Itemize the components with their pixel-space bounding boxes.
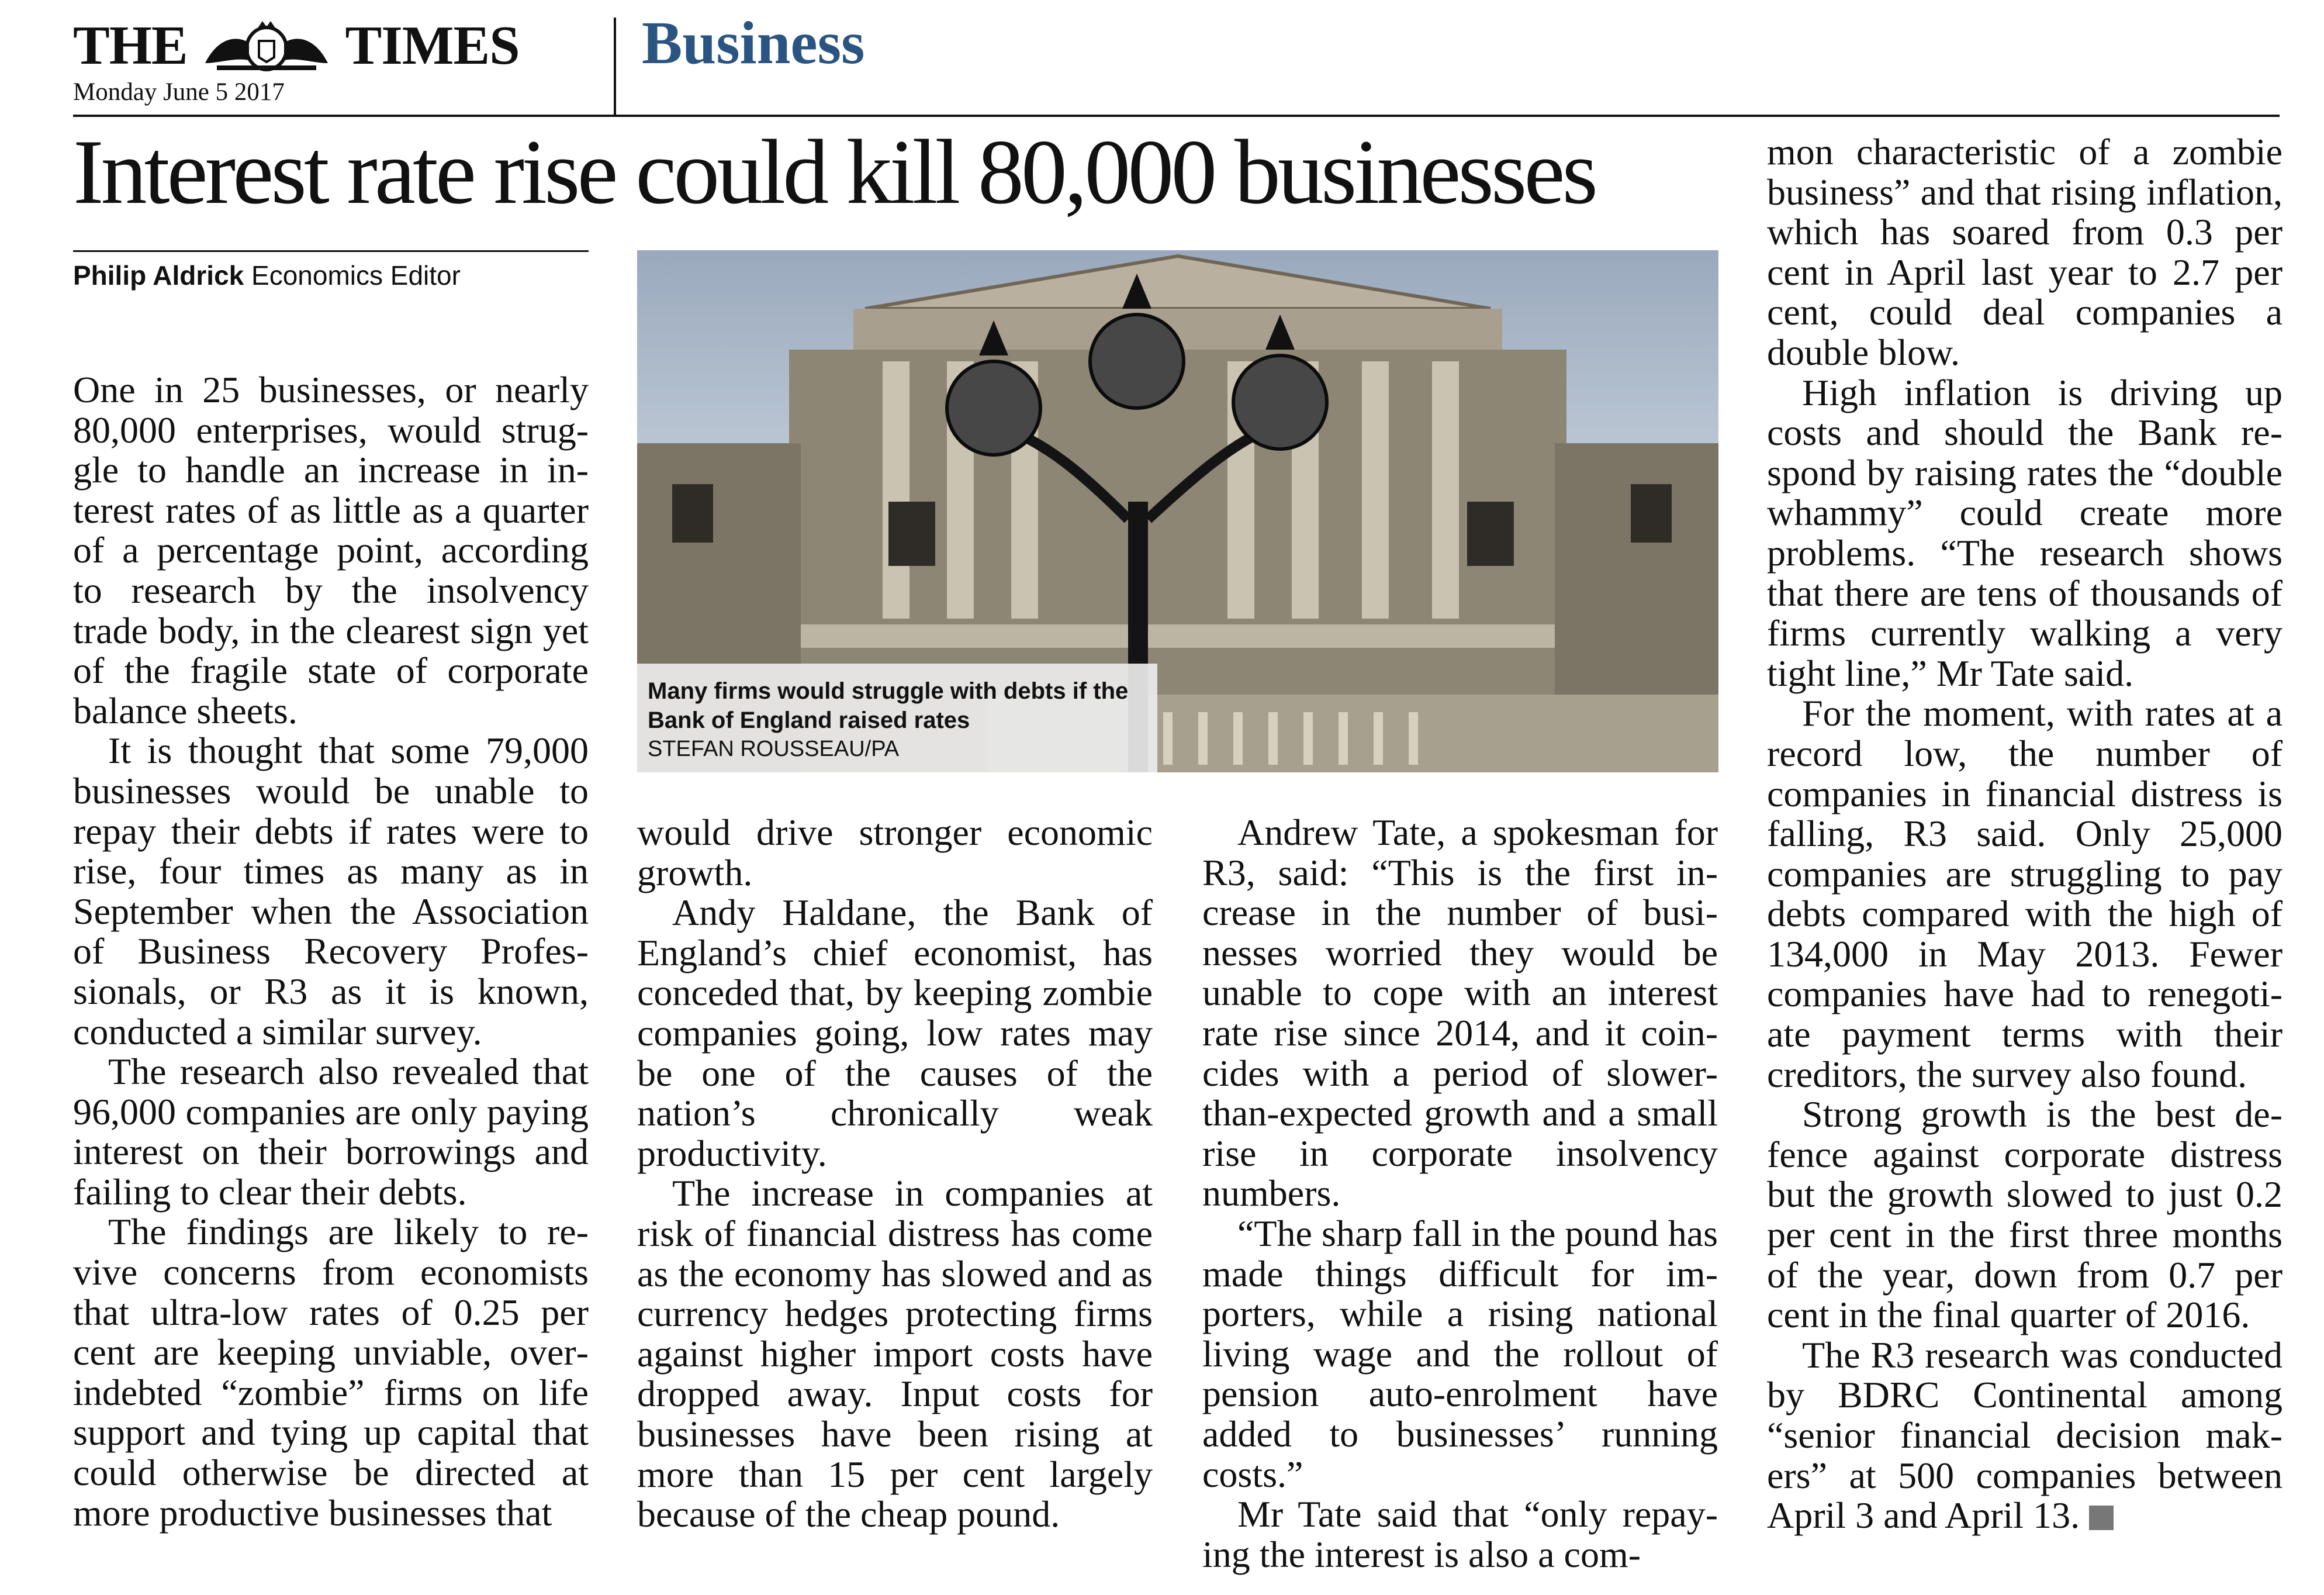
article-column-1 [73, 370, 589, 1533]
masthead-divider [614, 18, 616, 116]
royal-crest-icon [193, 16, 340, 75]
paragraph: For the moment, with rates at a record low, the number of companies in financial distress is falling, R3 said. Only 25,000 companies are struggling to pay debts compared with the high of 134,000 in May 2013. Fewer companies have had to renegotiate payment terms with their creditors, the survey also found. [1767, 692, 2282, 1095]
paragraph: Mr Tate said that “only repaying the interest is also a com- [1202, 1493, 1718, 1575]
article-headline: Interest rate rise could kill 80,000 businesses [73, 121, 1595, 223]
photo-credit: STEFAN ROUSSEAU/PA [648, 737, 900, 761]
article-column-3 [1202, 813, 1718, 1575]
paragraph: One in 25 businesses, or nearly 80,000 enterprises, would struggle to handle an increase in interest rates of as little as a quarter of a percentage point, according to research by the insolvency trade body, in the clearest sign yet of the fragile state of corporate balance sheets. [73, 369, 589, 731]
author-role: Economics Editor [251, 260, 461, 291]
section-title[interactable]: Business [642, 9, 865, 77]
article-column-4 [1767, 132, 2282, 1536]
masthead-logo[interactable] [73, 16, 520, 75]
article-photo [637, 250, 1718, 772]
masthead-the: THE [73, 15, 188, 76]
author-name: Philip Aldrick [73, 260, 244, 291]
paragraph: would drive stronger economic growth. [637, 812, 1153, 893]
caption-text: Many firms would struggle with debts if the Bank of England raised rates [648, 678, 1129, 733]
paragraph: The findings are likely to revive concerns from economists that ultra-low rates of 0.25 per cent are keeping unviable, overindebted “zombie” firms on life support and tying up capital that could otherwise be directed at more productive businesses that [73, 1211, 589, 1534]
paragraph-final [1767, 1335, 2282, 1536]
paragraph: Strong growth is the best defence against corporate distress but the growth slowed to just 0.2 per cent in the first three months of the year, down from 0.7 per cent in the final quarter of 2016. [1767, 1093, 2282, 1336]
paragraph: Andy Haldane, the Bank of England’s chief economist, has conceded that, by keeping zombie companies going, low rates may be one of the causes of the nation’s chronically weak productivity. [637, 892, 1153, 1174]
article-column-2 [637, 813, 1153, 1535]
byline-rule [73, 250, 589, 252]
end-of-article-icon [2089, 1506, 2114, 1530]
paragraph: High inflation is driving up costs and should the Bank respond by raising rates the “double whammy” could create more problems. “The research shows that there are tens of thousands of firms currently walking a very tight line,” Mr Tate said. [1767, 371, 2282, 694]
masthead-times: TIMES [345, 15, 520, 76]
masthead-rule [73, 115, 2280, 117]
paragraph: The research also revealed that 96,000 companies are only paying interest on their borrowings and failing to clear their debts. [73, 1051, 589, 1213]
issue-date: Monday June 5 2017 [73, 78, 285, 106]
paragraph: Andrew Tate, a spokesman for R3, said: “This is the first increase in the number of businesses worried they would be unable to cope with an interest rate rise since 2014, and it coincides with a period of slower-than-expected growth and a small rise in corporate insolvency numbers. [1202, 812, 1718, 1214]
paragraph: The increase in companies at risk of financial distress has come as the economy has slowed and as currency hedges protecting firms against higher import costs have dropped away. Input costs for businesses have been rising at more than 15 per cent largely because of the cheap pound. [637, 1172, 1153, 1535]
final-paragraph-text: The R3 research was conducted by BDRC Continental among “senior financial decision makers” at 500 companies between April 3 and April 13. [1767, 1334, 2282, 1537]
byline [73, 262, 461, 289]
paragraph: mon characteristic of a zombie business” and that rising inflation, which has soared from 0.3 per cent in April last year to 2.7 per cent, could deal companies a double blow. [1767, 131, 2282, 373]
photo-caption [637, 664, 1157, 772]
paragraph: “The sharp fall in the pound has made things difficult for importers, while a rising national living wage and the rollout of pension auto-enrolment have added to businesses’ running costs.” [1202, 1212, 1718, 1495]
paragraph: It is thought that some 79,000 businesses would be unable to repay their debts if rates were to rise, four times as many as in September when the Association of Business Recovery Professionals, or R3 as it is known, conducted a similar survey. [73, 730, 589, 1052]
